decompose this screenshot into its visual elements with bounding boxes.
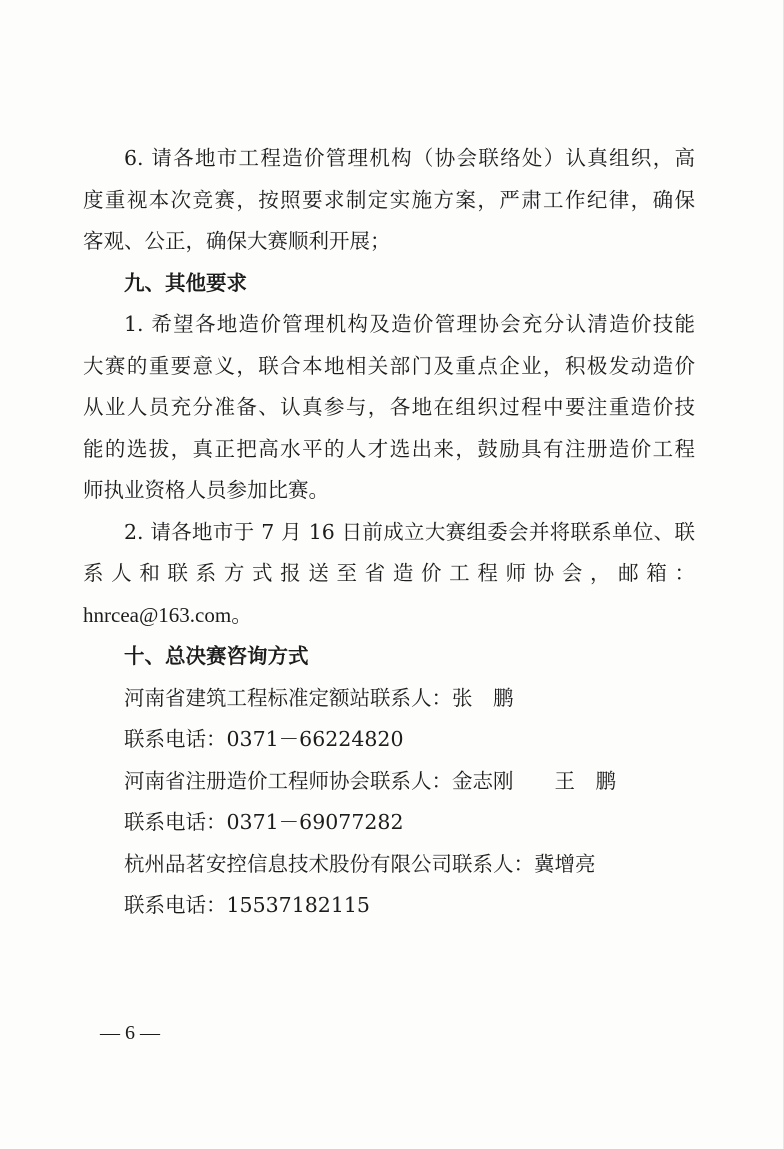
section-9-item-2-line-1: 2. 请各地市于 7 月 16 日前成立大赛组委会并将联系单位、联 (124, 519, 695, 544)
contact-person-1: 河南省建筑工程标准定额站联系人：张 鹏 (124, 685, 514, 710)
section-9-item-1-line-4: 能的选拔，真正把高水平的人才选出来，鼓励具有注册造价工程 (83, 436, 695, 461)
section-9-item-2-line-2: 系人和联系方式报送至省造价工程师协会，邮箱： (83, 561, 695, 585)
section-9-item-1-line-3: 从业人员充分准备、认真参与，各地在组织过程中要注重造价技 (83, 395, 695, 419)
section-9-heading: 九、其他要求 (124, 270, 247, 295)
contact-person-3: 杭州品茗安控信息技术股份有限公司联系人：冀增亮 (124, 851, 596, 876)
contact-phone-1: 联系电话：0371－66224820 (124, 727, 404, 751)
section-9-item-1-line-2: 大赛的重要意义，联合本地相关部门及重点企业，积极发动造价 (83, 353, 695, 378)
paragraph-6-line-2: 度重视本次竞赛，按照要求制定实施方案，严肃工作纪律，确保 (83, 187, 695, 212)
contact-phone-2: 联系电话：0371－69077282 (124, 810, 404, 834)
page-number: — 6 — (100, 1022, 160, 1044)
contact-email: hnrcea@163.com。 (83, 602, 253, 627)
section-9-item-1-line-1: 1. 希望各地造价管理机构及造价管理协会充分认清造价技能 (124, 312, 695, 336)
contact-person-2: 河南省注册造价工程师协会联系人：金志刚 王 鹏 (124, 768, 616, 793)
section-10-heading: 十、总决赛咨询方式 (124, 644, 309, 668)
contact-phone-3: 联系电话：15537182115 (124, 893, 370, 917)
paragraph-6-line-3: 客观、公正，确保大赛顺利开展； (83, 229, 391, 253)
document-body (83, 138, 695, 927)
paragraph-6-line-1: 6. 请各地市工程造价管理机构（协会联络处）认真组织，高 (124, 146, 695, 170)
section-9-item-1-line-5: 师执业资格人员参加比赛。 (83, 478, 329, 502)
